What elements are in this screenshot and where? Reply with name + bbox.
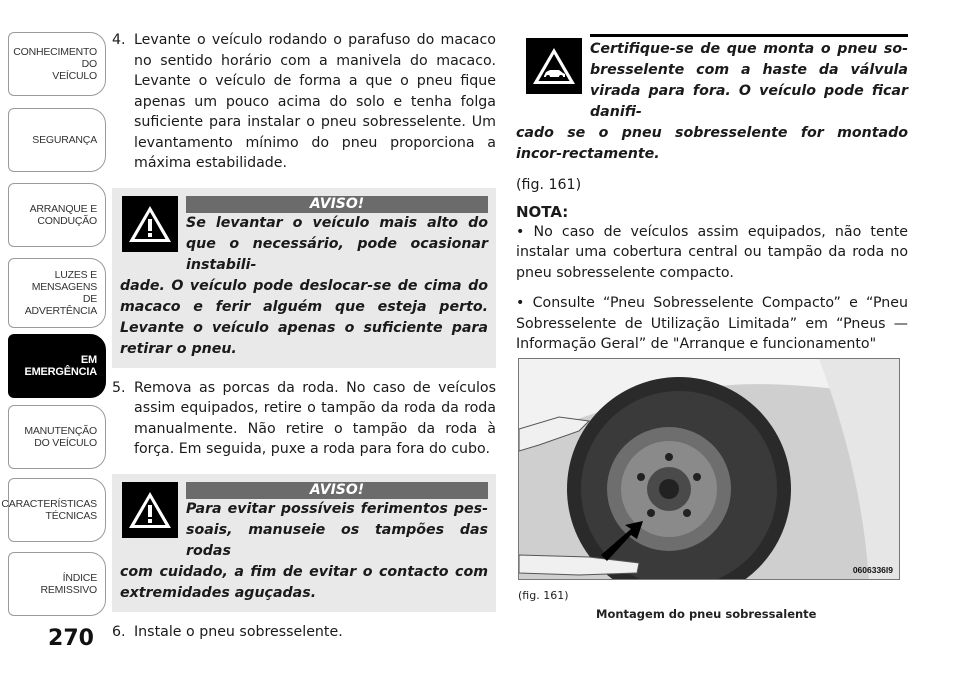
spare-tire-illustration: [519, 359, 900, 580]
note-bullet-2: • Consulte “Pneu Sobresselente Compacto” e “Pneu Sobresselente de Utilização Limitada” em “Pneus — Informação Geral” de "Arranque e funcionamento": [516, 295, 908, 352]
tab-label: ÍNDICE REMISSIVO: [40, 572, 97, 596]
step-6: [112, 622, 496, 643]
warning-text-indented: Se levantar o veículo mais alto do que o necessário, pode ocasionar instabili-: [186, 214, 488, 273]
step-text: Levante o veículo rodando o parafuso do macaco no sentido horário com a manivela do macaco. Levante o veículo de forma a que o pneu fique apenas um pouco acima do solo e tenha folga suficiente para instalar o pneu sobresselente. Um levantamento mínimo do pneu proporciona a máxima estabilidade.: [134, 32, 496, 171]
right-column: [516, 34, 908, 355]
warning-heading: AVISO!: [186, 482, 488, 499]
warning-box: [112, 188, 496, 368]
figure-caption: Montagem do pneu sobressalente: [596, 607, 817, 621]
figure-code: 0606336l9: [852, 565, 893, 575]
step-number: 5.: [112, 379, 126, 396]
caution-text-indented: Certifique-se de que monta o pneu so-bresselente com a haste da válvula virada para fora. O veículo pode ficar danifi-: [590, 41, 908, 120]
page-number: 270: [48, 626, 94, 651]
tab-label: MANUTENÇÃO DO VEÍCULO: [24, 425, 97, 449]
step-number: 4.: [112, 32, 126, 48]
note-title: NOTA:: [516, 202, 569, 221]
tab-seguranca[interactable]: [8, 108, 106, 172]
tab-caracteristicas-tecnicas[interactable]: [1, 478, 106, 542]
tab-em-emergencia[interactable]: [8, 334, 106, 398]
step-5: [112, 378, 496, 460]
tab-conhecimento-do-veiculo[interactable]: [8, 32, 106, 96]
tab-indice-remissivo[interactable]: [8, 552, 106, 616]
step-4: [112, 30, 496, 174]
tab-label: ARRANQUE E CONDUÇÃO: [29, 203, 97, 227]
caution-box: [516, 34, 908, 165]
car-warning-icon: [526, 38, 582, 94]
warning-triangle-icon: [122, 196, 178, 252]
warning-box: [112, 474, 496, 612]
warning-triangle-icon: [122, 482, 178, 538]
tab-luzes-e-mensagens[interactable]: [8, 258, 106, 328]
figure-reference: (fig. 161): [516, 177, 582, 193]
left-column: [112, 30, 496, 642]
caution-rule: [590, 34, 908, 37]
tab-label: CARACTERÍSTICAS TÉCNICAS: [1, 498, 97, 522]
tab-label: LUZES E MENSAGENS DE ADVERTÊNCIA: [24, 269, 97, 317]
chapter-sidebar: [0, 0, 106, 678]
step-number: 6.: [112, 623, 126, 640]
tab-arranque-e-conducao[interactable]: [8, 183, 106, 247]
figure-spare-tire: [518, 358, 900, 580]
figure-number: (fig. 161): [518, 589, 569, 602]
tab-label: CONHECIMENTO DO VEÍCULO: [13, 46, 97, 82]
warning-heading: AVISO!: [186, 196, 488, 213]
tab-label: SEGURANÇA: [32, 134, 97, 146]
step-text: Instale o pneu sobresselente.: [134, 623, 343, 640]
note-bullet-1: • No caso de veículos assim equipados, não tente instalar uma cobertura central ou tampão da roda no pneu sobresselente compacto.: [516, 223, 908, 281]
warning-text-rest: dade. O veículo pode deslocar-se de cima do macaco e ferir alguém que esteja perto. Levante o veículo apenas o suficiente para retirar o pneu.: [120, 277, 488, 357]
tab-label: EM EMERGÊNCIA: [24, 354, 97, 378]
tab-manutencao-do-veiculo[interactable]: [8, 405, 106, 469]
warning-text-rest: com cuidado, a fim de evitar o contacto com extremidades aguçadas.: [120, 563, 488, 601]
warning-text-indented: Para evitar possíveis ferimentos pes-soais, manuseie os tampões das rodas: [186, 500, 488, 559]
caution-text-rest: cado se o pneu sobresselente for montado incor-rectamente.: [516, 125, 908, 162]
step-text: Remova as porcas da roda. No caso de veículos assim equipados, retire o tampão da roda da roda manualmente. Não retire o tampão da roda à força. Em seguida, puxe a roda para fora do cubo.: [134, 379, 496, 457]
